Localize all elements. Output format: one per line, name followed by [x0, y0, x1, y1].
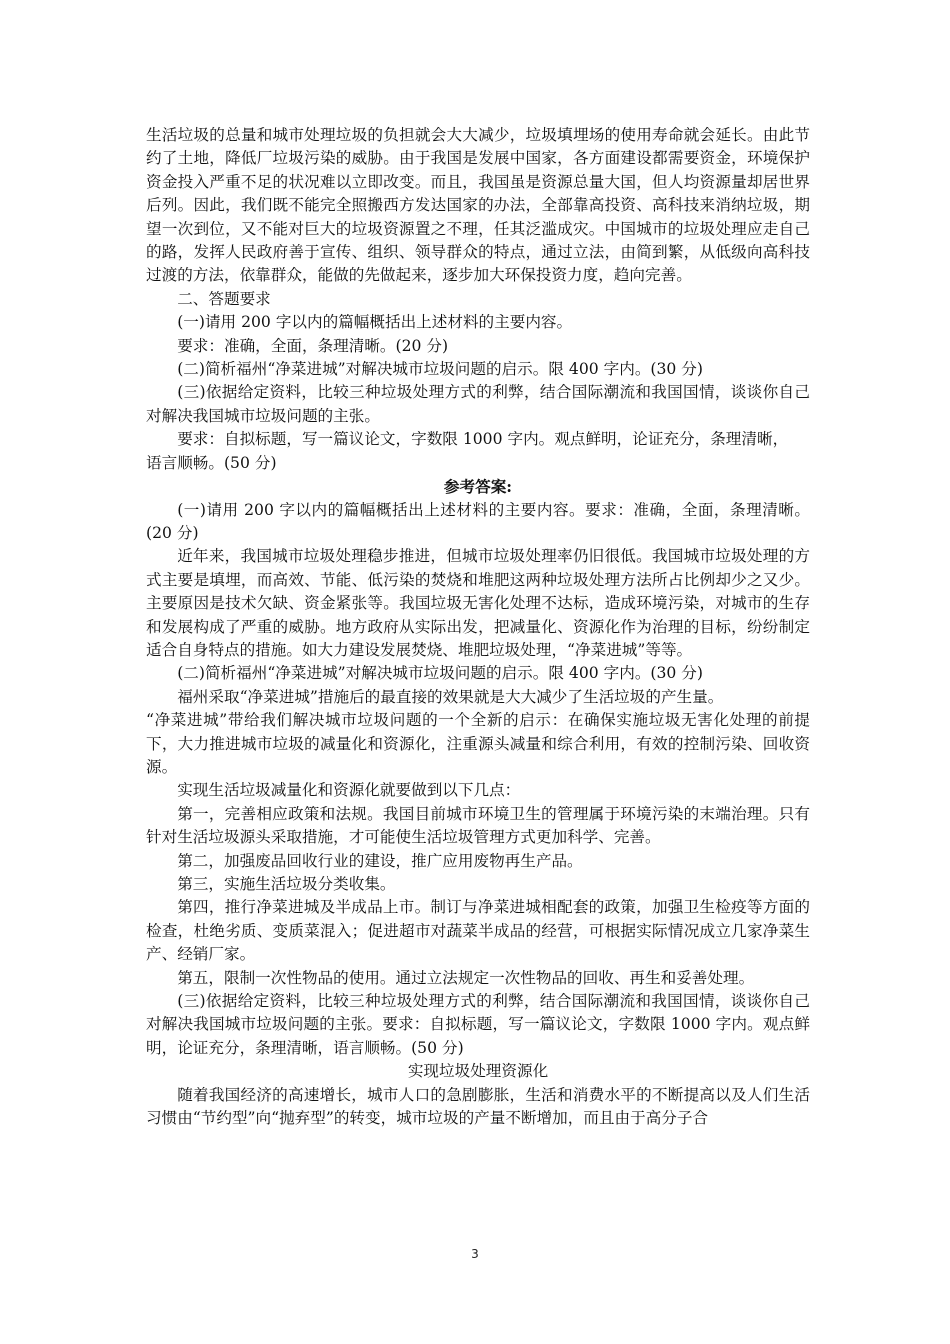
question-2: (二)简析福州“净菜进城”对解决城市垃圾问题的启示。限 400 字内。(30 分) [177, 360, 703, 379]
answer-2-point-3: 第三，实施生活垃圾分类收集。 [177, 875, 396, 893]
essay-paragraph-1: 随着我国经济的高速增长，城市人口的急剧膨胀，生活和消费水平的不断提高以及人们生活习惯由“节约型”向“抛弃型”的转变，城市垃圾的产量不断增加，而且由于高分子合 [146, 1085, 810, 1128]
answer-2-paragraph-2: “净菜进城”带给我们解决城市垃圾问题的一个全新的启示：在确保实施垃圾无害化处理的前提下，大力推进城市垃圾的减量化和资源化，注重源头减量和综合利用，有效的控制污染、回收资源。 [146, 711, 810, 776]
answer-2-point-2: 第二，加强废品回收行业的建设，推广应用废物再生产品。 [177, 851, 583, 870]
answer-2-paragraph-3: 实现生活垃圾减量化和资源化就要做到以下几点： [177, 781, 521, 800]
answers-heading: 参考答案: [443, 477, 513, 497]
answer-2-question: (二)简析福州“净菜进城”对解决城市垃圾问题的启示。限 400 字内。(30 分) [177, 664, 703, 683]
essay-title: 实现垃圾处理资源化 [407, 1062, 549, 1081]
section-heading: 二、答题要求 [177, 289, 271, 308]
question-3: (三)依据给定资料，比较三种垃圾处理方式的利弊，结合国际潮流和我国国情，谈谈你自己对解决我国城市垃圾问题的主张。 [146, 383, 810, 425]
answer-2-paragraph-1: 福州采取“净菜进城”措施后的最直接的效果就是大大减少了生活垃圾的产生量。 [177, 687, 724, 706]
intro-paragraph: 生活垃圾的总量和城市处理垃圾的负担就会大大减少，垃圾填埋场的使用寿命就会延长。由此节约了土地，降低厂垃圾污染的威胁。由于我国是发展中国家，各方面建设都需要资金，环境保护资金投入严重不足的状况难以立即改变。而且，我国虽是资源总量大国，但人均资源量却居世界后列。因此，我们既不能完全照搬西方发达国家的办法，全部靠高投资、高科技来消纳垃圾，期望一次到位，又不能对巨大的垃圾资源置之不理，任其泛滥成灾。中国城市的垃圾处理应走自己的路，发挥人民政府善于宣传、组织、领导群众的特点，通过立法，由简到繁，从低级向高科技过渡的方法，依靠群众，能做的先做起来，逐步加大环保投资力度，趋向完善。 [146, 126, 810, 285]
answer-2-point-5: 第五，限制一次性物品的使用。通过立法规定一次性物品的回收、再生和妥善处理。 [177, 968, 755, 987]
question-3-requirement-cont: 语言顺畅。(50 分) [146, 453, 277, 472]
question-1-requirement: 要求：准确，全面，条理清晰。(20 分) [177, 336, 449, 355]
answer-1-text: 近年来，我国城市垃圾处理稳步推进，但城市垃圾处理率仍旧很低。我国城市垃圾处理的方式主要是填埋，而高效、节能、低污染的焚烧和堆肥这两种垃圾处理方法所占比例却少之又少。主要原因是技术欠缺、资金紧张等。我国垃圾无害化处理不达标，造成环境污染，对城市的生存和发展构成了严重的威胁。地方政府从实际出发，把减量化、资源化作为治理的目标，纷纷制定适合自身特点的措施。如大力建设发展焚烧、堆肥垃圾处理，“净菜进城”等等。 [146, 547, 810, 659]
answer-2-point-1: 第一，完善相应政策和法规。我国目前城市环境卫生的管理属于环境污染的末端治理。只有针对生活垃圾源头采取措施，才可能使生活垃圾管理方式更加科学、完善。 [146, 804, 810, 847]
answer-2-point-4: 第四，推行净菜进城及半成品上市。制订与净菜进城相配套的政策，加强卫生检疫等方面的检查，杜绝劣质、变质菜混入；促进超市对蔬菜半成品的经营，可根据实际情况成立几家净菜生产、经销厂家。 [146, 898, 810, 964]
answer-1-question: (一)请用 200 字以内的篇幅概括出上述材料的主要内容。要求：准确，全面，条理清晰。(20 分) [146, 500, 810, 542]
page-number: 3 [471, 1247, 479, 1261]
document-body [146, 124, 810, 1130]
question-1: (一)请用 200 字以内的篇幅概括出上述材料的主要内容。 [177, 313, 573, 332]
question-3-requirement: 要求：自拟标题，写一篇议论文，字数限 1000 字内。观点鲜明，论证充分，条理清晰， [177, 430, 789, 449]
answer-3-question: (三)依据给定资料，比较三种垃圾处理方式的利弊，结合国际潮流和我国国情，谈谈你自己对解决我国城市垃圾问题的主张。要求：自拟标题，写一篇议论文，字数限 1000 字内。观点鲜明，论证充分，条理清晰，语言顺畅。(50 分) [146, 992, 810, 1057]
